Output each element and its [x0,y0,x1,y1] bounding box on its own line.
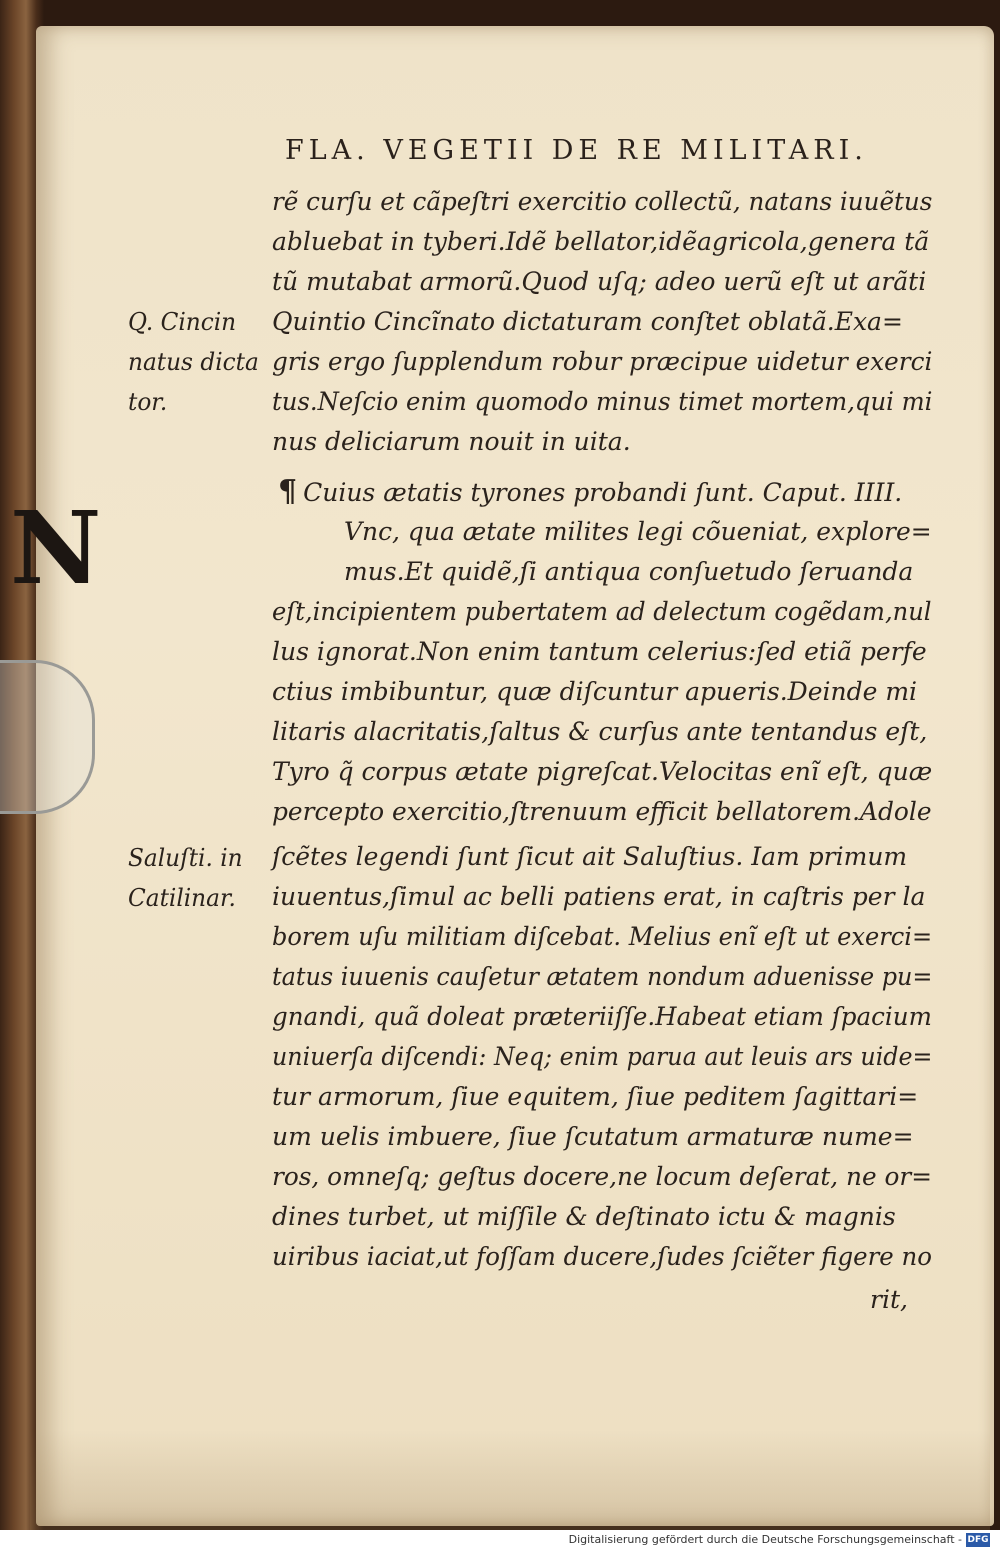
text-line: gris ergo ſupplendum robur præcipue uidetur exerci [272,347,933,376]
margin-note-sallust [128,838,278,918]
text-line: mus.Et quidẽ,ſi antiqua conſuetudo ſeruanda [344,557,914,586]
text-line: tũ mutabat armorũ.Quod uſq; adeo uerũ eſt ut arãti [272,267,927,296]
margin-note-cincinnatus [128,302,278,422]
text-line: Tyro q̃ corpus ætate pigreſcat.Velocitas enĩ eſt, quæ [272,757,933,786]
text-line: eſt,incipientem pubertatem ad delectum cogẽdam,nul [272,597,932,626]
funding-credit: Digitalisierung gefördert durch die Deutsche Forschungsgemeinschaft - [568,1533,962,1546]
running-header: FLA. VEGETII DE RE MILITARI. [285,135,868,166]
text-line: percepto exercitio,ſtrenuum efficit bellatorem.Adole [272,797,932,826]
margin-note-line: Q. Cincin [128,308,237,336]
text-line: rẽ curſu et cãpeſtri exercitio collectũ, natans iuuẽtus [272,187,933,216]
text-line: nus deliciarum nouit in uita. [272,427,631,456]
text-line: borem uſu militiam diſcebat. Melius enĩ eſt ut exerci= [272,922,933,951]
text-line: uniuerſa diſcendi: Neq; enim parua aut leuis ars uide= [272,1042,933,1071]
dfg-logo: DFG [967,1535,989,1545]
text-line: Quintio Cincĩnato dictaturam conſtet oblatã.Exa= [272,307,903,336]
digitization-footer [0,1530,1000,1551]
text-line: Vnc, qua ætate milites legi cõueniat, explore= [344,517,932,546]
text-line: tur armorum, ſiue equitem, ſiue peditem ſagittari= [272,1082,919,1111]
text-line: ſcẽtes legendi ſunt ſicut ait Saluſtius. Iam primum [272,842,908,871]
catchword: rit, [870,1285,908,1314]
margin-note-line: Saluſti. in [128,844,243,872]
text-line: dines turbet, ut miſſile & deſtinato ictu & magnis [272,1202,896,1231]
text-line: lus ignorat.Non enim tantum celerius:ſed etiã perfe [272,637,927,666]
chapter-heading [278,472,902,512]
chapter-heading-text: Cuius ætatis tyrones probandi ſunt. Caput. IIII. [303,478,903,507]
pilcrow-icon: ¶ [278,474,298,509]
text-line: um uelis imbuere, ſiue ſcutatum armaturæ nume= [272,1122,914,1151]
text-line: ctius imbibuntur, quæ diſcuntur apueris.Deinde mi [272,677,918,706]
text-line: ros, omneſq; geſtus docere,ne locum deſerat, ne or= [272,1162,932,1191]
text-line: tus.Neſcio enim quomodo minus timet mortem,qui mi [272,387,933,416]
text-line: iuuentus,ſimul ac belli patiens erat, in caſtris per la [272,882,926,911]
text-line: gnandi, quã doleat præteriiſſe.Habeat etiam ſpacium [272,1002,932,1031]
text-line: abluebat in tyberi.Idẽ bellator,idẽagricola,genera tã [272,227,930,256]
text-line: litaris alacritatis,ſaltus & curſus ante tentandus eſt, [272,717,928,746]
page-edge [30,1430,990,1530]
text-line: uiribus iaciat,ut foſſam ducere,ſudes ſciẽter figere no [272,1242,932,1271]
drop-capital: N [10,489,102,607]
margin-note-line: tor. [128,388,168,416]
text-line: tatus iuuenis cauſetur ætatem nondum aduenisse pu= [272,962,933,991]
margin-note-line: Catilinar. [128,884,236,912]
margin-note-line: natus dicta [128,348,259,376]
clasp-overlay [0,660,95,814]
